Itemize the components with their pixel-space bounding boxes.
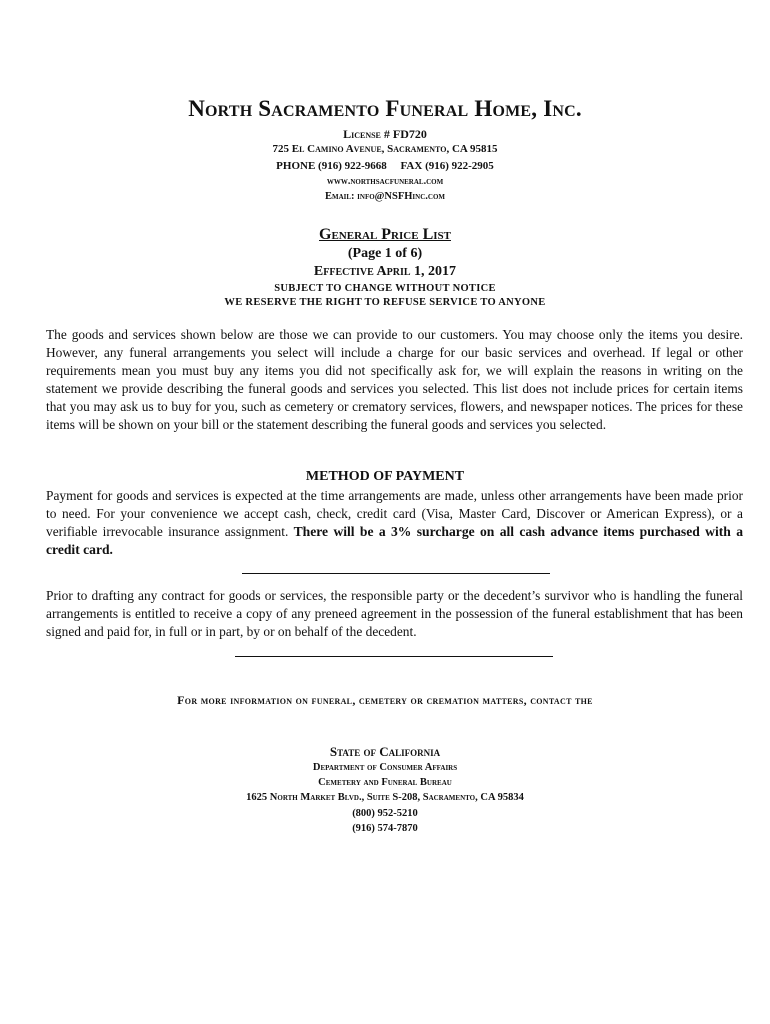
payment-method-title: METHOD OF PAYMENT — [305, 469, 465, 484]
website: www.northsacfuneral.com — [326, 176, 444, 187]
firm-name: North Sacramento Funeral Home, Inc. — [188, 96, 582, 121]
bureau-phone-2: (916) 574-7870 — [352, 823, 418, 834]
intro-paragraph: The goods and services shown below are those we can provide to our customers. You may choose only the items you desire. However, any funeral arrangements you select will include a charge for our basic services and overhead. If legal or other requirements mean you must buy any items you did not specifically ask for, we will explain the reasons in writing on the statement we provide describing the funeral goods and services you selected. This list does not include prices for certain items that you may ask us to buy for you, such as cemetery or crematory services, flowers, and newspaper notices. The prices for these items will be shown on your bill or the statement describing the funeral goods and services you selected. — [46, 327, 743, 432]
surcharge-notice: There will be a 3% surcharge on all cash advance items purchased with a credit card. — [46, 524, 743, 557]
effective-date: Effective April 1, 2017 — [313, 264, 457, 279]
bureau-phone-1: (800) 952-5210 — [352, 808, 418, 819]
payment-text: Payment for goods and services is expected at the time arrangements are made, unless other arrangements have been made prior to need. For your convenience we accept cash, check, credit card (Visa, Master Card, Discover or American Express), or a verifiable irrevocable insurance assignment. — [46, 488, 743, 539]
state-name: State of California — [329, 744, 441, 759]
license-number: License # FD720 — [343, 127, 427, 141]
more-info-line: For more information on funeral, cemetery or cremation matters, contact the — [177, 693, 593, 707]
bureau-address: 1625 North Market Blvd., Suite S-208, Sacramento, CA 95834 — [246, 792, 524, 803]
page-indicator: (Page 1 of 6) — [347, 246, 423, 261]
email: Email: info@NSFHinc.com — [324, 191, 446, 202]
divider-line — [242, 573, 550, 574]
subject-to-change-notice: SUBJECT TO CHANGE WITHOUT NOTICE — [274, 283, 496, 294]
price-list-title: General Price List — [319, 226, 451, 243]
preneed-paragraph: Prior to drafting any contract for goods or services, the responsible party or the decedent’s survivor who is handling the funeral arrangements is entitled to receive a copy of any preneed agreement in the possession of the funeral establishment that has been signed and paid for, in full or in part, by or on behalf of the decedent. — [46, 588, 743, 639]
phone-fax: PHONE (916) 922-9668 FAX (916) 922-2905 — [276, 160, 494, 172]
bureau-name: Cemetery and Funeral Bureau — [318, 777, 452, 788]
reserve-right-notice: WE RESERVE THE RIGHT TO REFUSE SERVICE TO ANYONE — [224, 297, 546, 308]
department-name: Department of Consumer Affairs — [312, 762, 458, 773]
payment-paragraph — [46, 487, 743, 559]
divider-line — [235, 656, 553, 657]
firm-address: 725 El Camino Avenue, Sacramento, CA 95815 — [272, 143, 498, 155]
